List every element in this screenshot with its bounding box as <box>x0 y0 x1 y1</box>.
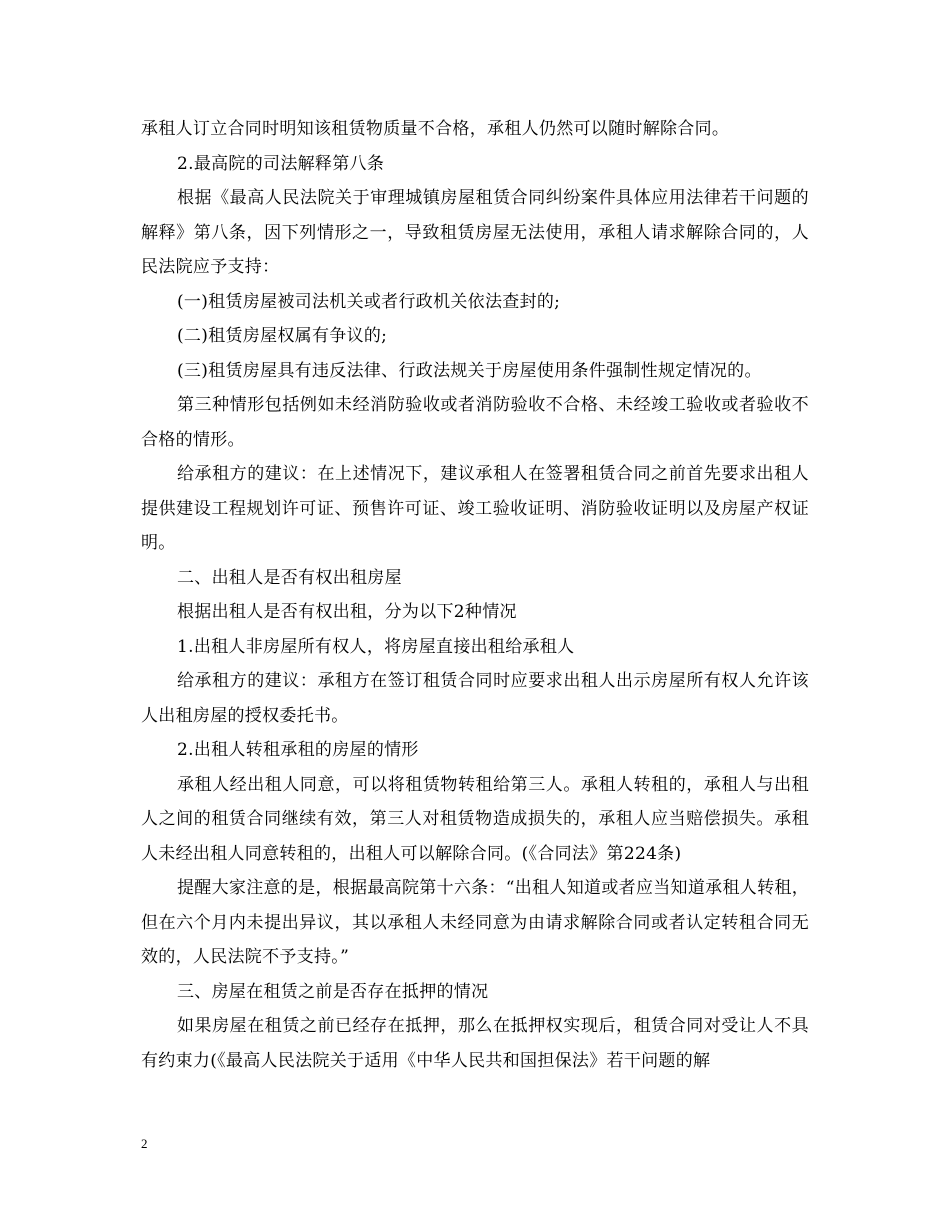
paragraph-item-2: (二)租赁房屋权属有争议的; <box>177 326 388 346</box>
paragraph-sublease: 承租人经出租人同意，可以将租赁物转租给第三人。承租人转租的，承租人与出租人之间的租赁合同继续有效，第三人对租赁物造成损失的，承租人应当赔偿损失。承租人未经出租人同意转租的，出租人可以解除合同。(《合同法》第224条) <box>141 774 809 864</box>
document-body <box>141 112 809 1078</box>
paragraph-heading-2-8: 2.最高院的司法解释第八条 <box>177 153 385 174</box>
paragraph-reminder: 提醒大家注意的是，根据最高院第十六条：“出租人知道或者应当知道承租人转租，但在六个月内未提出异议，其以承租人未经同意为由请求解除合同或者认定转租合同无效的，人民法院不予支持。” <box>141 878 809 967</box>
paragraph-continuation: 承租人订立合同时明知该租赁物质量不合格，承租人仍然可以随时解除合同。 <box>141 119 730 139</box>
paragraph-third-case: 第三种情形包括例如未经消防验收或者消防验收不合格、未经竣工验收或者验收不合格的情形。 <box>141 395 809 450</box>
page-number: 2 <box>141 1136 148 1151</box>
paragraph-two-cases: 根据出租人是否有权出租，分为以下2种情况 <box>177 602 517 622</box>
paragraph-section-2-heading: 二、出租人是否有权出租房屋 <box>177 567 402 588</box>
paragraph-item-3: (三)租赁房屋具有违反法律、行政法规关于房屋使用条件强制性规定情况的。 <box>177 360 762 381</box>
paragraph-case-2: 2.出租人转租承租的房屋的情形 <box>177 740 419 760</box>
paragraph-item-1: (一)租赁房屋被司法机关或者行政机关依法查封的; <box>177 291 561 312</box>
paragraph-mortgage: 如果房屋在租赁之前已经存在抵押，那么在抵押权实现后，租赁合同对受让人不具有约束力(《最高人民法院关于适用《中华人民共和国担保法》若干问题的解 <box>141 1016 809 1071</box>
paragraph-section-3-heading: 三、房屋在租赁之前是否存在抵押的情况 <box>177 981 489 1002</box>
paragraph-case-1: 1.出租人非房屋所有权人，将房屋直接出租给承租人 <box>177 636 575 657</box>
paragraph-advice-2: 给承租方的建议：承租方在签订租赁合同时应要求出租人出示房屋所有权人允许该人出租房屋的授权委托书。 <box>141 671 809 726</box>
paragraph-interpretation: 根据《最高人民法院关于审理城镇房屋租赁合同纠纷案件具体应用法律若干问题的解释》第八条，因下列情形之一，导致租赁房屋无法使用，承租人请求解除合同的，人民法院应予支持： <box>141 188 809 277</box>
paragraph-advice-1: 给承租方的建议：在上述情况下，建议承租人在签署租赁合同之前首先要求出租人提供建设工程规划许可证、预售许可证、竣工验收证明、消防验收证明以及房屋产权证明。 <box>141 464 809 553</box>
